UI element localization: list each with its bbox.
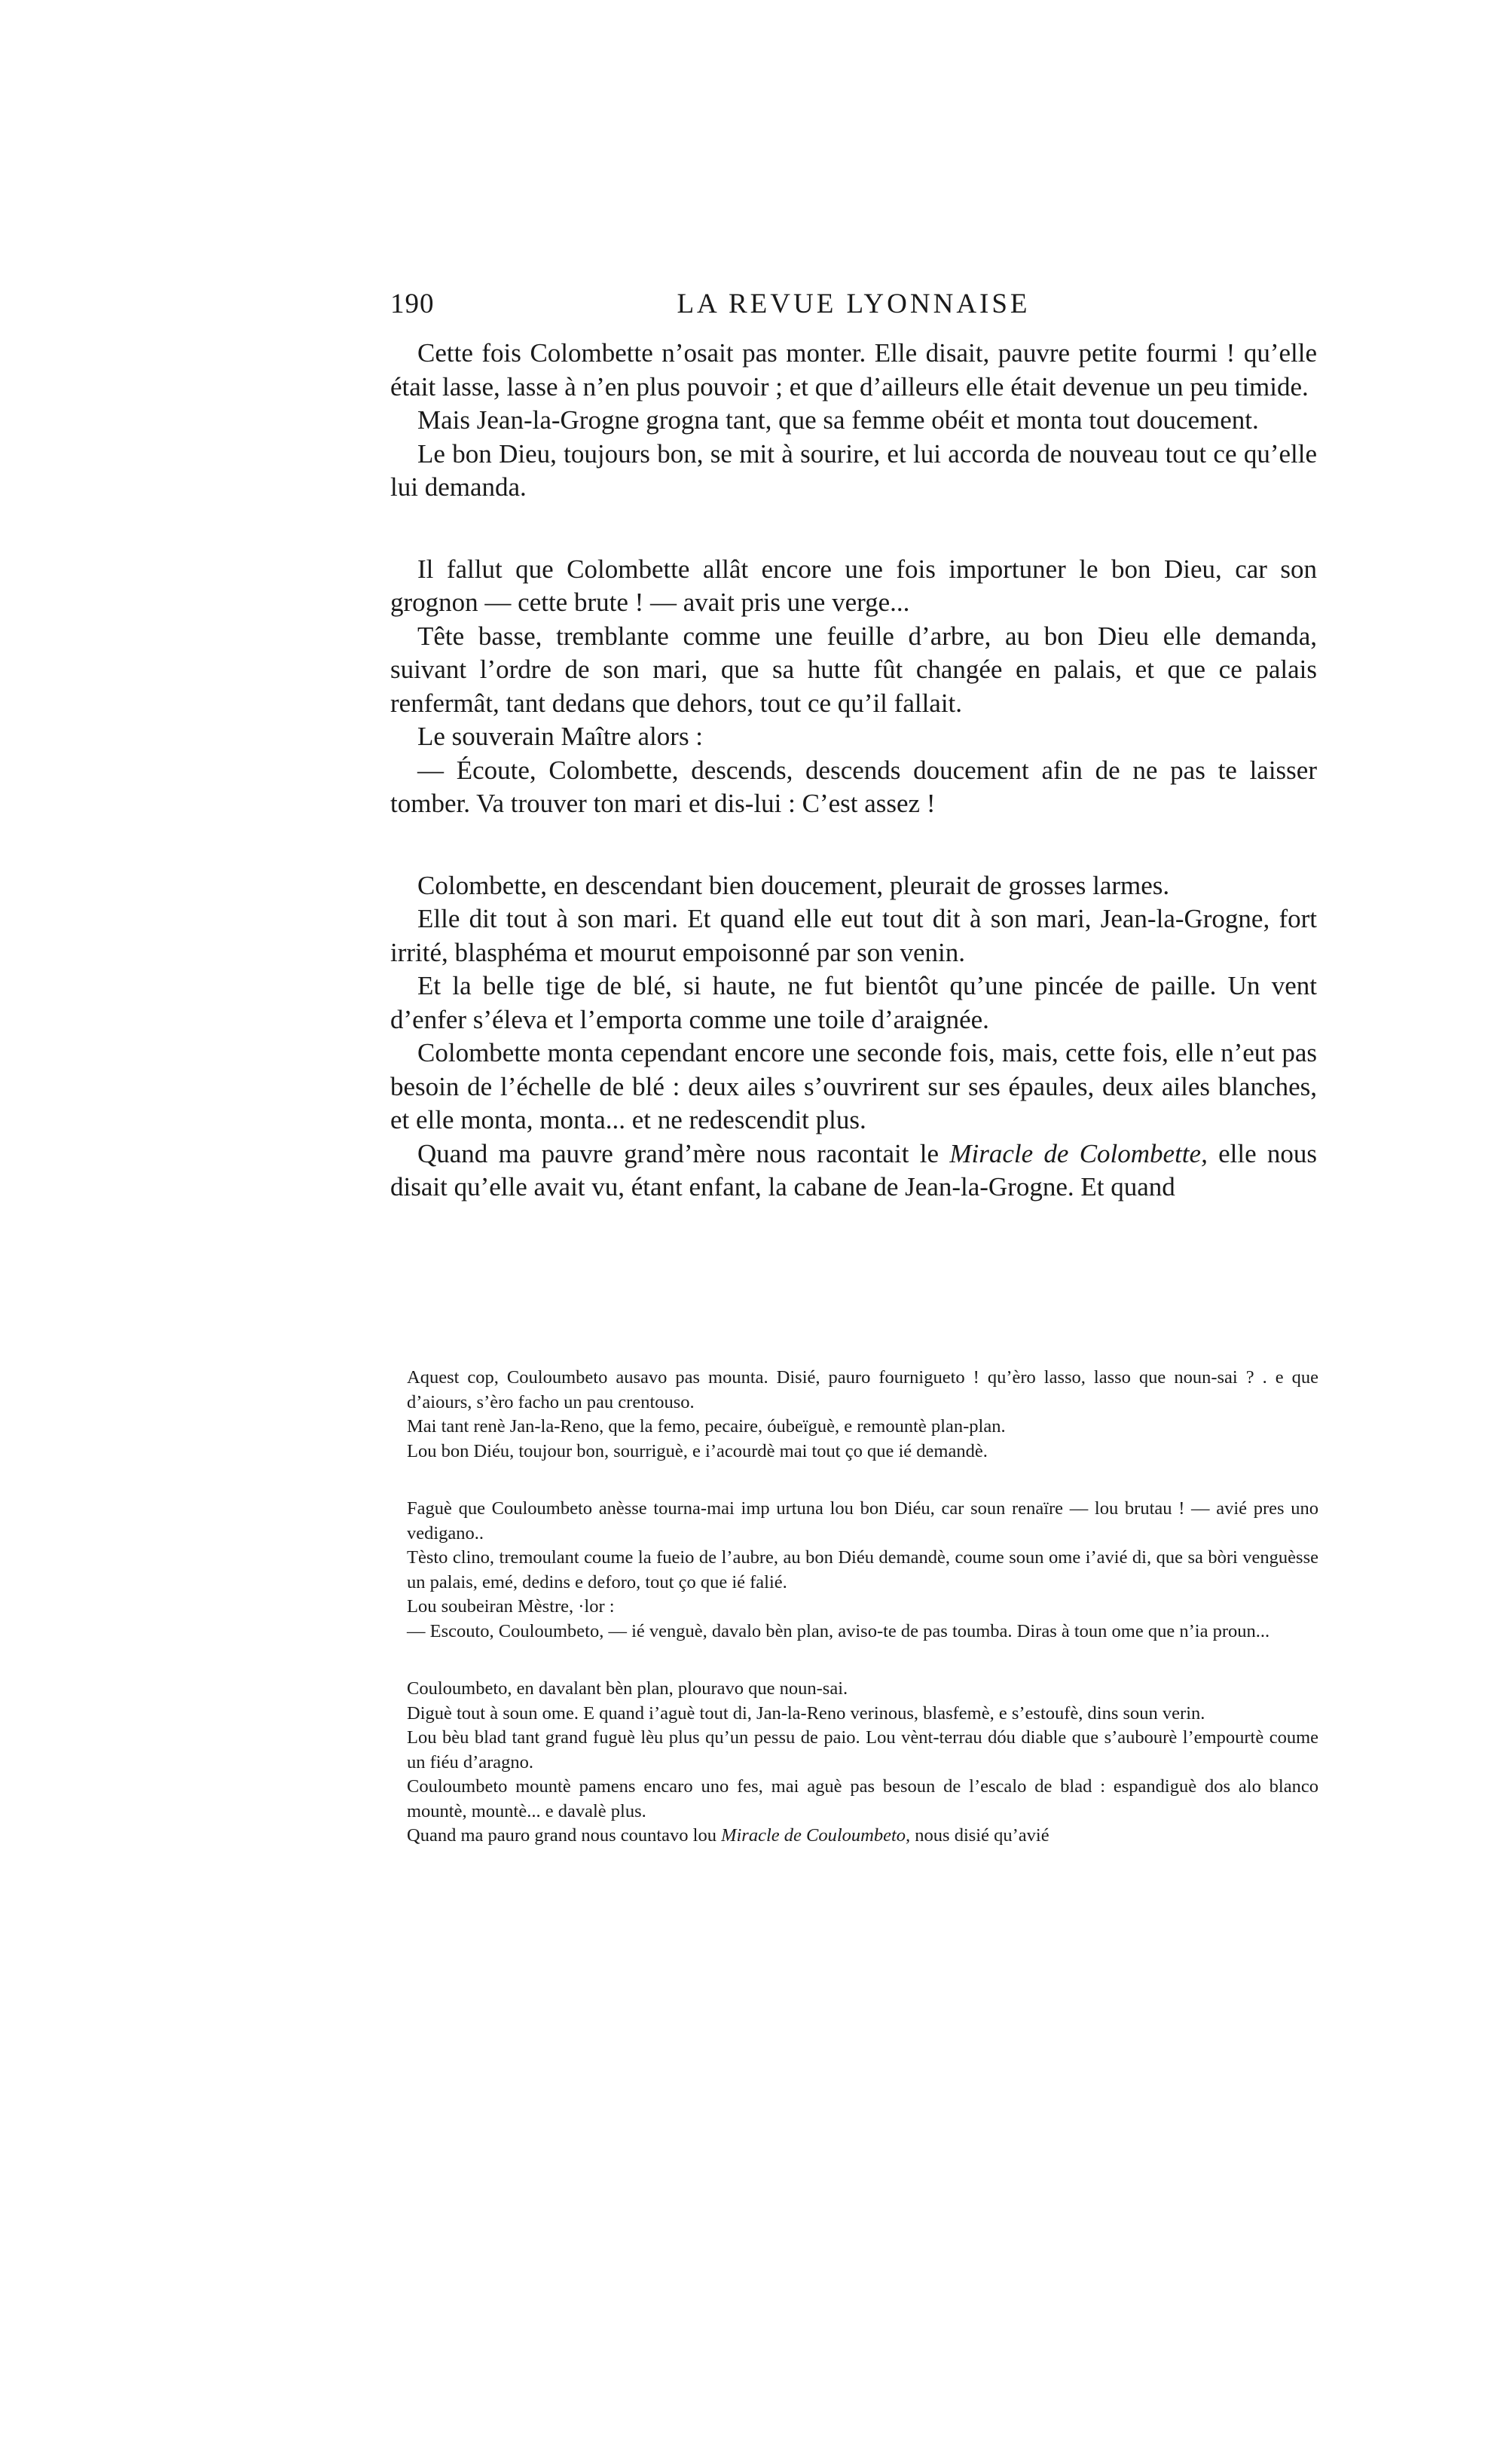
section-break [390, 821, 1317, 869]
page-header [390, 288, 1317, 333]
paragraph: Et la belle tige de blé, si haute, ne fut bientôt qu’une pincée de paille. Un vent d’enfer s’éleva et l’emporta comme une toile d’araignée. [390, 971, 1317, 1034]
paragraph: Le souverain Maître alors : [417, 722, 704, 751]
note-paragraph: Mai tant renè Jan-la-Reno, que la femo, pecaire, óubeïguè, e remountè plan-plan. [407, 1416, 1006, 1437]
paragraph [390, 1137, 1317, 1205]
paragraph: Il fallut que Colombette allât encore une fois importuner le bon Dieu, car son grognon — cette brute ! — avait pris une verge... [390, 554, 1317, 617]
paragraph: Cette fois Colombette n’osait pas monter. Elle disait, pauvre petite fourmi ! qu’elle était lasse, lasse à n’en plus pouvoir ; et que d’ailleurs elle était devenue un peu timide. [390, 338, 1317, 402]
paragraph: Le bon Dieu, toujours bon, se mit à sourire, et lui accorda de nouveau tout ce qu’elle lui demanda. [390, 438, 1317, 502]
note-paragraph: Couloumbeto, en davalant bèn plan, plouravo que noun-sai. [407, 1678, 848, 1699]
note-paragraph: Lou soubeiran Mèstre, ·lor : [407, 1596, 615, 1617]
paragraph-text: elle nous disait qu’elle avait vu, étant enfant, la cabane de Jean-la-Grogne. Et quand [390, 1138, 1318, 1201]
note-paragraph: — Escouto, Couloumbeto, — ié venguè, davalo bèn plan, aviso-te de pas toumba. Diras à toun ome que n’ia proun... [407, 1620, 1270, 1641]
note-paragraph: Aquest cop, Couloumbeto ausavo pas mounta. Disié, pauro fournigueto ! qu’èro lasso, lasso que noun-sai ? . e que d’aiours, s’èro facho un pau crentouso. [407, 1367, 1318, 1412]
paragraph: Tête basse, tremblante comme une feuille d’arbre, au bon Dieu elle demanda, suivant l’ordre de son mari, que sa hutte fût changée en palais, et que ce palais renfermât, tant dedans que dehors, tout ce qu’il fallait. [390, 621, 1317, 718]
note-paragraph: Lou bèu blad tant grand fuguè lèu plus qu’un pessu de paio. Lou vènt-terrau dóu diable que s’aubourè l’empourtè coume un fiéu d’aragno. [407, 1727, 1318, 1772]
section-break [407, 1644, 1318, 1677]
paragraph: Colombette monta cependant encore une seconde fois, mais, cette fois, elle n’eut pas besoin de l’échelle de blé : deux ailes s’ouvrirent sur ses épaules, deux ailes blanches, et elle monta, monta... et ne redescendit plus. [390, 1038, 1317, 1134]
paragraph: Colombette, en descendant bien doucement, pleurait de grosses larmes. [417, 870, 1170, 900]
main-text [390, 337, 1317, 1205]
note-paragraph: Lou bon Diéu, toujour bon, sourriguè, e i’acourdè mai tout ço que ié demandè. [407, 1440, 988, 1461]
page-number: 190 [390, 289, 435, 319]
running-title: LA REVUE LYONNAISE [677, 289, 1031, 319]
note-text: Quand ma pauro grand nous countavo lou [407, 1825, 716, 1846]
paragraph: — Écoute, Colombette, descends, descends doucement afin de ne pas te laisser tomber. Va trouver ton mari et dis-lui : C’est assez ! [390, 755, 1317, 818]
paragraph: Elle dit tout à son mari. Et quand elle eut tout dit à son mari, Jean-la-Grogne, fort irrité, blasphéma et mourut empoisonné par son venin. [390, 904, 1317, 967]
note-text: nous disié qu’avié [915, 1825, 1050, 1846]
paragraph: Mais Jean-la-Grogne grogna tant, que sa femme obéit et monta tout doucement. [417, 405, 1259, 435]
note-paragraph: Diguè tout à soun ome. E quand i’aguè tout di, Jan-la-Reno verinous, blasfemè, e s’estoufè, dins soun verin. [407, 1702, 1205, 1724]
note-paragraph: Faguè que Couloumbeto anèsse tourna-mai imp urtuna lou bon Diéu, car soun renaïre — lou brutau ! — avié pres uno vedigano.. [407, 1498, 1318, 1543]
italic-title: Miracle de Couloumbeto, [721, 1825, 911, 1846]
section-break [390, 505, 1317, 553]
note-paragraph: Couloumbeto mountè pamens encaro uno fes, mai aguè pas besoun de l’escalo de blad : espandiguè dos alo blanco mountè, mountè... e davalè plus. [407, 1776, 1318, 1821]
section-break [407, 1464, 1318, 1497]
provencal-text [407, 1366, 1318, 1849]
italic-title: Miracle de Colombette, [949, 1138, 1208, 1168]
note-paragraph: Tèsto clino, tremoulant coume la fueio de l’aubre, au bon Diéu demandè, coume soun ome i’avié di, que sa bòri venguèsse un palais, emé, dedins e deforo, tout ço que ié falié. [407, 1547, 1318, 1592]
paragraph-text: Quand ma pauvre grand’mère nous racontait le [417, 1138, 940, 1168]
note-paragraph [407, 1824, 1318, 1849]
